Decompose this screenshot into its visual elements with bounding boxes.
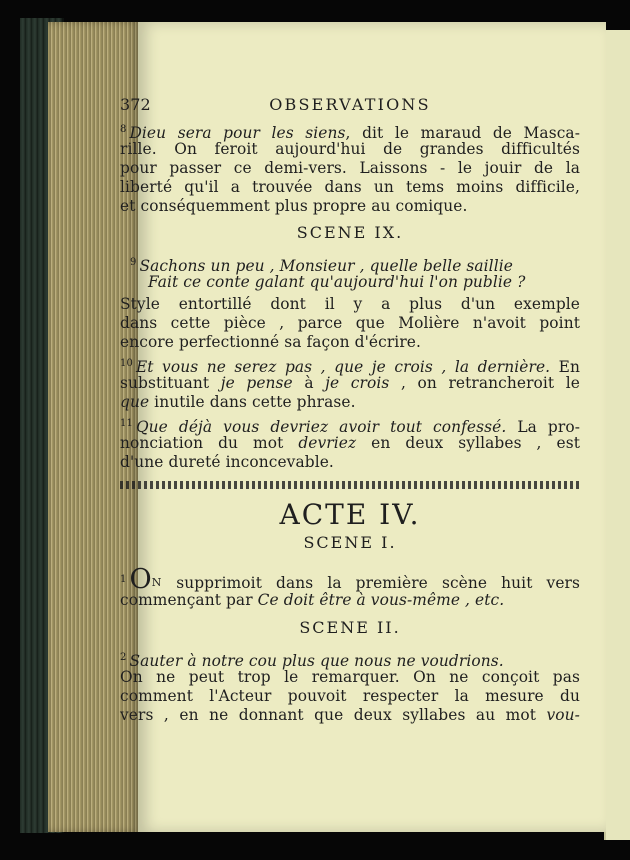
scene-i-heading: SCENE I. (303, 533, 397, 552)
section-divider (120, 481, 580, 489)
note-10-line-2-start: substituant (120, 374, 210, 392)
note-9-quote-1 (120, 254, 580, 275)
note-10-line-2-rest: , on retrancheroit le (389, 374, 581, 392)
note-10-marker: 10 (120, 358, 133, 369)
scene-ix-text-line-1: Style entortillé dont il y a plus d'un exemple (120, 295, 580, 313)
scene-ii-line-4-start: vers , en ne donnant que deux syllabes au mot (120, 706, 537, 724)
note-8-line-2: rille. On feroit aujourd'hui de grandes difficultés (120, 140, 580, 158)
note-8-line-5: et conséquemment plus propre au comique. (120, 197, 468, 215)
note-9-quote-1-text: Sachons un peu , Monsieur , quelle belle saillie (139, 257, 513, 276)
note-10-line-1-rest: En (550, 358, 580, 377)
note-10-line-3 (120, 393, 580, 411)
scene-ii-heading: SCENE II. (299, 618, 401, 637)
scene-ii-line-1 (120, 649, 580, 670)
note-11-italic-quote: Que déjà vous devriez avoir tout confessé. (135, 418, 507, 437)
note-10-phrase-2: je crois (325, 374, 390, 392)
note-8-line-1-rest: , dit le maraud de Masca- (345, 124, 580, 143)
note-10-line-2 (120, 374, 580, 392)
note-11-line-2-start: nonciation du mot (120, 434, 284, 452)
scene-i-drop-cap: O (129, 564, 152, 595)
scene-ix-heading: SCENE IX. (296, 223, 404, 242)
note-9-quote-2: Fait ce conte galant qu'aujourd'hui l'on publie ? (148, 273, 526, 291)
note-11-word: devriez (298, 434, 357, 452)
note-11-line-2-rest: en deux syllabes , est (356, 434, 581, 452)
scene-ii-line-3: comment l'Acteur pouvoit respecter la mesure du (120, 687, 580, 705)
page-text-block (120, 95, 581, 724)
scene-ix-text-line-3: encore perfectionné sa façon d'écrire. (120, 333, 421, 351)
facing-page-edge (604, 30, 630, 840)
note-8-line-3: pour passer ce demi-vers. Laissons - le jouir de la (120, 159, 580, 177)
note-9-marker: 9 (130, 257, 137, 268)
scene-ii-note-marker: 2 (120, 652, 127, 663)
note-11-line-1 (120, 415, 580, 436)
scene-i-line-2-start: commençant par (120, 591, 253, 609)
note-8-quote: Dieu sera pour les siens (129, 124, 346, 143)
page-number: 372 (120, 95, 151, 114)
note-8-marker: 8 (120, 124, 127, 135)
running-title: OBSERVATIONS (269, 95, 431, 114)
act-iv-heading: ACTE IV. (279, 498, 421, 531)
note-11-marker: 11 (120, 418, 133, 429)
scene-ii-word: vou- (546, 706, 580, 724)
note-10-que: que (120, 393, 150, 411)
note-10-line-2-mid: à (292, 374, 326, 392)
scene-ix-text-line-2: dans cette pièce , parce que Molière n'avoit point (120, 314, 580, 332)
scene-i-note-marker: 1 (120, 573, 127, 585)
scene-ii-quote: Sauter à notre cou plus que nous ne voudrions. (129, 652, 504, 671)
scene-i-line-1 (120, 564, 580, 595)
scene-i-line-2 (120, 591, 580, 609)
note-10-italic-quote: Et vous ne serez pas , que je crois , la dernière. (135, 358, 551, 377)
scene-ii-line-2: On ne peut trop le remarquer. On ne conçoit pas (120, 668, 580, 686)
note-10-line-1 (120, 355, 580, 376)
note-8-line-4: liberté qu'il a trouvée dans un tems moins difficile, (120, 178, 580, 196)
scene-i-line-1-rest: supprimoit dans la première scène huit vers (162, 574, 580, 592)
note-11-line-1-rest: La pro- (506, 418, 581, 437)
note-11-line-2 (120, 434, 580, 452)
scene-i-small-caps: N (151, 576, 163, 589)
scene-i-line-2-quote: Ce doit être à vous-même , etc. (257, 591, 505, 609)
scene-ii-line-4 (120, 706, 580, 724)
note-10-phrase-1: je pense (220, 374, 293, 392)
note-11-line-3: d'une dureté inconcevable. (120, 453, 334, 471)
note-10-line-3-rest: inutile dans cette phrase. (149, 393, 356, 411)
note-8-line-1 (120, 121, 580, 142)
